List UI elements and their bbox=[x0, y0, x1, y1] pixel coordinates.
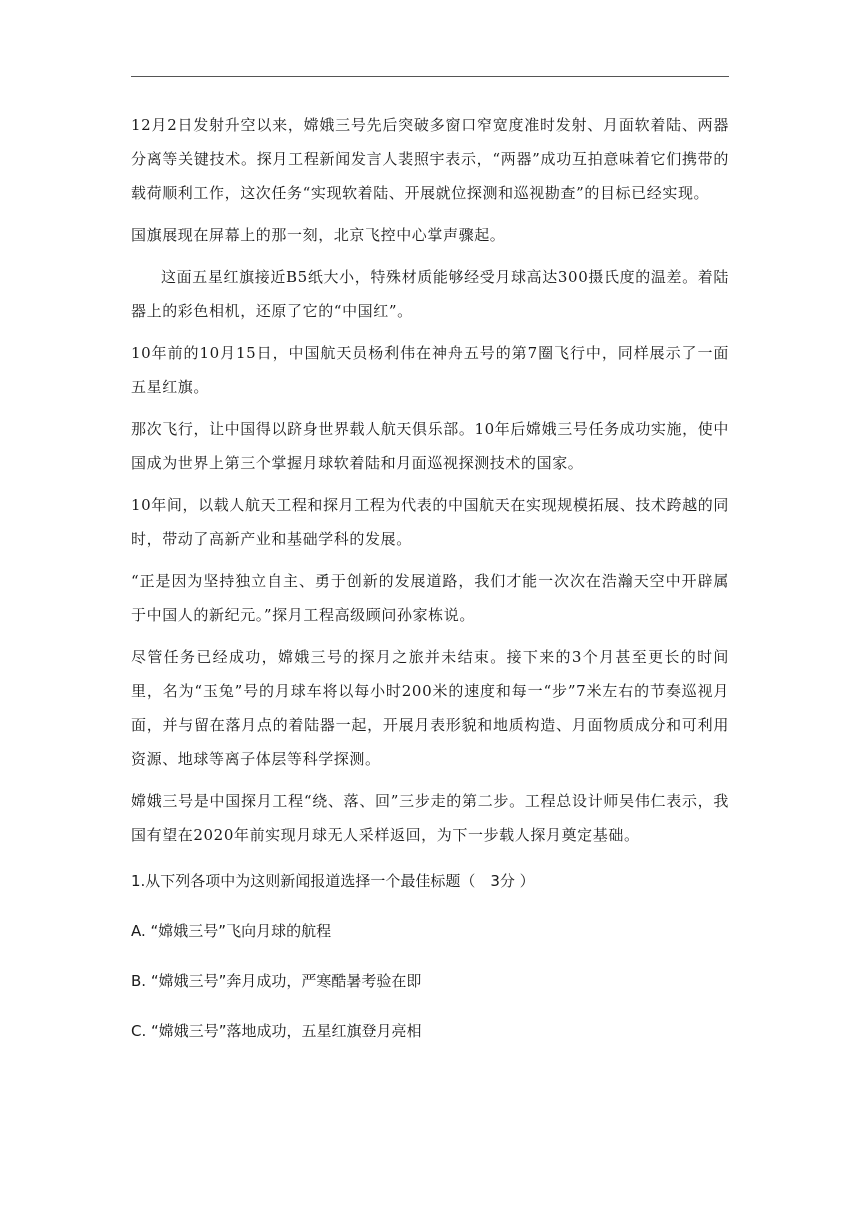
paragraph-5: 那次飞行，让中国得以跻身世界载人航天俱乐部。10年后嫦娥三号任务成功实施，使中国成为世界上第三个掌握月球软着陆和月面巡视探测技术的国家。 bbox=[131, 420, 729, 472]
document-body bbox=[131, 108, 729, 1064]
paragraph-8: 尽管任务已经成功，嫦娥三号的探月之旅并未结束。接下来的3个月甚至更长的时间里，名为“玉兔”号的月球车将以每小时200米的速度和每一“步”7米左右的节奏巡视月面，并与留在落月点的着陆器一起，开展月表形貌和地质构造、月面物质成分和可利用资源、地球等离子体层等科学探测。 bbox=[131, 648, 729, 768]
option-a: A. “嫦娥三号”飞向月球的航程 bbox=[131, 922, 332, 940]
paragraph-7: “正是因为坚持独立自主、勇于创新的发展道路，我们才能一次次在浩瀚天空中开辟属于中国人的新纪元。”探月工程高级顾问孙家栋说。 bbox=[131, 572, 729, 624]
option-c: C. “嫦娥三号”落地成功，五星红旗登月亮相 bbox=[131, 1022, 422, 1040]
paragraph-6: 10年间，以载人航天工程和探月工程为代表的中国航天在实现规模拓展、技术跨越的同时，带动了高新产业和基础学科的发展。 bbox=[131, 496, 729, 548]
paragraph-1: 12月2日发射升空以来，嫦娥三号先后突破多窗口窄宽度准时发射、月面软着陆、两器分离等关键技术。探月工程新闻发言人裴照宇表示，“两器”成功互拍意味着它们携带的载荷顺利工作，这次任务“实现软着陆、开展就位探测和巡视勘查”的目标已经实现。 bbox=[131, 116, 729, 202]
option-b: B. “嫦娥三号”奔月成功，严寒酷暑考验在即 bbox=[131, 972, 422, 990]
paragraph-9: 嫦娥三号是中国探月工程“绕、落、回”三步走的第二步。工程总设计师吴伟仁表示，我国有望在2020年前实现月球无人采样返回，为下一步载人探月奠定基础。 bbox=[131, 792, 729, 844]
header-rule bbox=[131, 76, 729, 77]
paragraph-3: 这面五星红旗接近B5纸大小，特殊材质能够经受月球高达300摄氏度的温差。着陆器上的彩色相机，还原了它的“中国红”。 bbox=[131, 268, 729, 320]
paragraph-2: 国旗展现在屏幕上的那一刻，北京飞控中心掌声骤起。 bbox=[131, 226, 506, 244]
paragraph-4: 10年前的10月15日，中国航天员杨利伟在神舟五号的第7圈飞行中，同样展示了一面五星红旗。 bbox=[131, 344, 729, 396]
question-prompt: 1.从下列各项中为这则新闻报道选择一个最佳标题（ 3分 ） bbox=[131, 872, 535, 890]
